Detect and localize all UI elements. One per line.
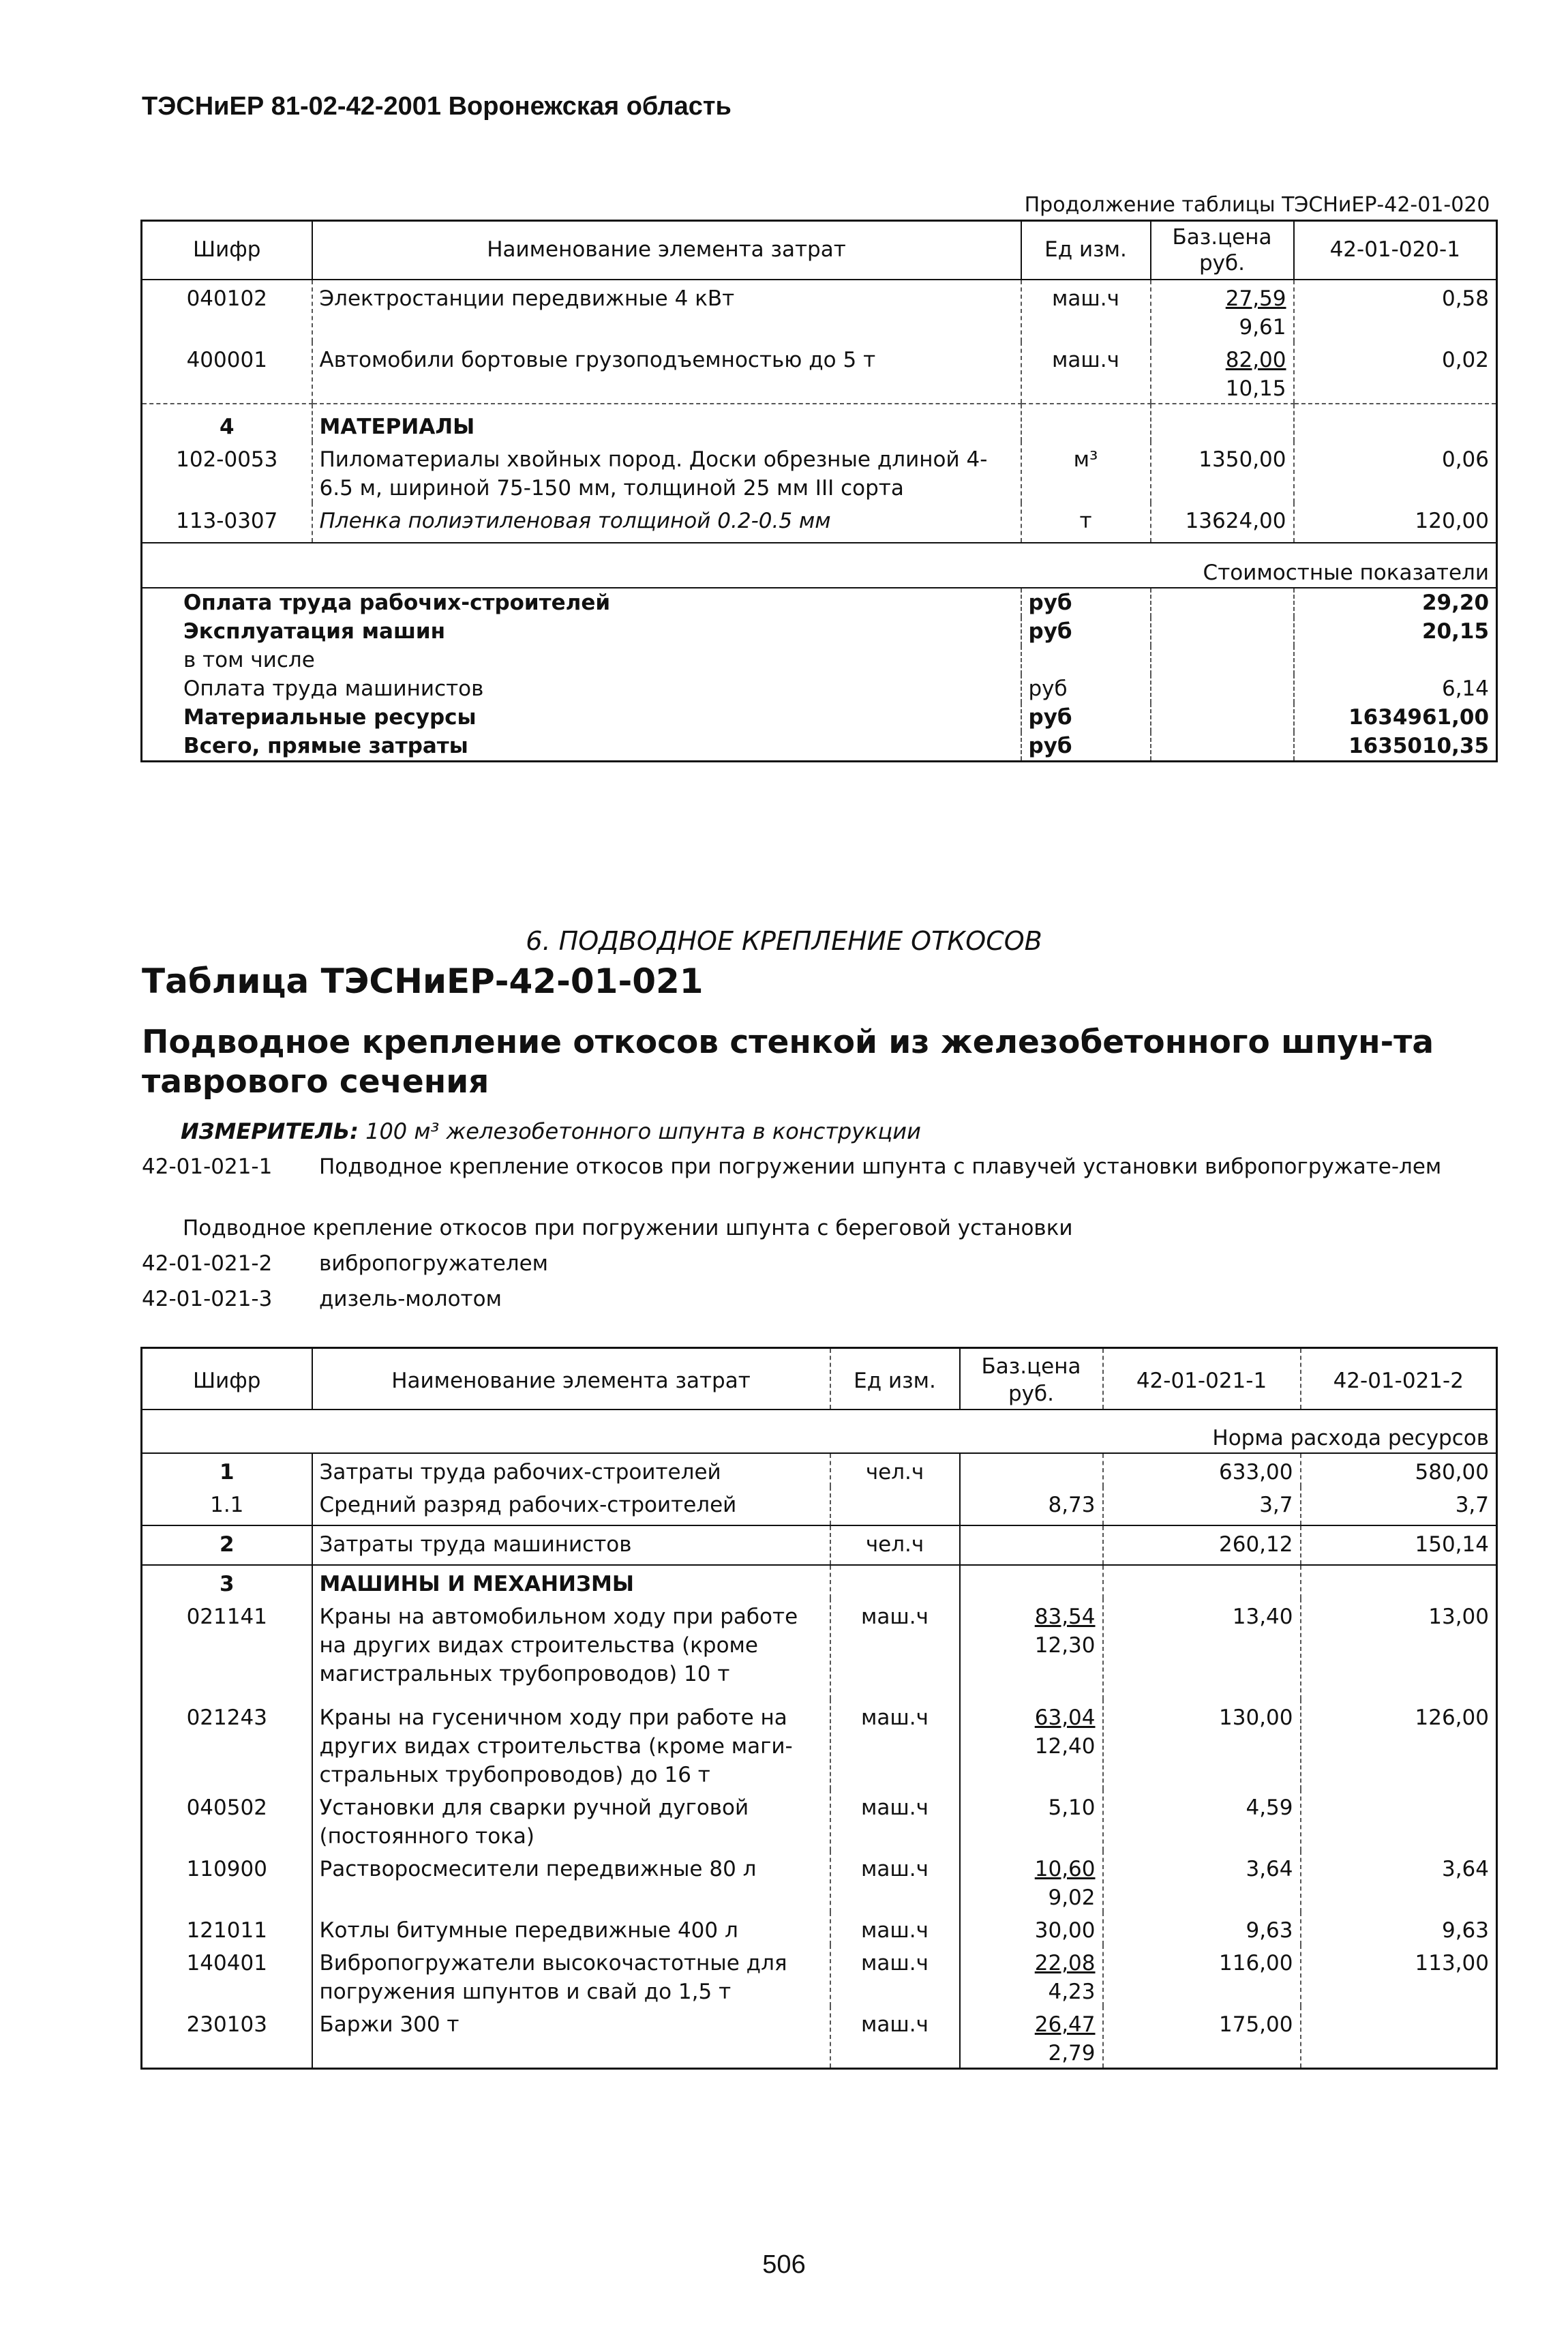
row-value-1: 633,00 xyxy=(1103,1453,1301,1487)
norm-caption-row xyxy=(142,1410,1497,1453)
page-header: ТЭСНиЕР 81-02-42-2001 Воронежская область xyxy=(142,92,732,121)
table-row xyxy=(142,1598,1497,1699)
variants-list xyxy=(142,1152,1498,1315)
row-name: Пленка полиэтиленовая толщиной 0.2-0.5 мм xyxy=(312,503,1021,543)
row-unit: маш.ч xyxy=(830,2006,960,2069)
row-value-1: 3,7 xyxy=(1103,1487,1301,1525)
row-code: 113-0307 xyxy=(142,503,312,543)
price-value: 83,54 xyxy=(1034,1605,1096,1629)
row-name: Затраты труда машинистов xyxy=(312,1525,830,1565)
table-row xyxy=(142,2006,1497,2069)
row-price xyxy=(1151,342,1294,404)
row-value-1: 175,00 xyxy=(1103,2006,1301,2069)
row-code: 110900 xyxy=(142,1851,312,1912)
summary-unit: руб xyxy=(1021,674,1151,703)
table-caption: Продолжение таблицы ТЭСНиЕР-42-01-020 xyxy=(1024,193,1490,217)
header-col2: 42-01-021-2 xyxy=(1301,1348,1497,1410)
row-value-1: 4,59 xyxy=(1103,1789,1301,1851)
row-unit xyxy=(830,1487,960,1525)
table-row xyxy=(142,1699,1497,1789)
row-price xyxy=(960,1851,1103,1912)
summary-unit: руб xyxy=(1021,732,1151,762)
price-secondary: 12,30 xyxy=(1034,1633,1096,1658)
variant-item xyxy=(142,1152,1498,1214)
row-unit: маш.ч xyxy=(830,1598,960,1699)
row-name: Краны на гусеничном ходу при работе на других видах строительства (кроме маги-стральных трубопроводов) до 16 т xyxy=(312,1699,830,1789)
row-name: Вибропогружатели высокочастотные для погружения шпунтов и свай до 1,5 т xyxy=(312,1945,830,2006)
price-value: 26,47 xyxy=(1034,2012,1096,2037)
row-unit: чел.ч xyxy=(830,1453,960,1487)
row-price: 1350,00 xyxy=(1151,441,1294,503)
row-value-1: 3,64 xyxy=(1103,1851,1301,1912)
row-value-1: 9,63 xyxy=(1103,1912,1301,1945)
row-price xyxy=(960,1699,1103,1789)
price-value: 10,60 xyxy=(1034,1857,1096,1881)
summary-caption-row xyxy=(142,543,1497,588)
row-code: 1 xyxy=(142,1453,312,1487)
row-code: 400001 xyxy=(142,342,312,404)
summary-label: Материальные ресурсы xyxy=(142,703,1021,732)
row-unit: маш.ч xyxy=(830,1789,960,1851)
variant-text: дизель-молотом xyxy=(319,1287,502,1311)
summary-value: 20,15 xyxy=(1294,617,1497,646)
summary-unit: руб xyxy=(1021,588,1151,617)
price-secondary: 4,23 xyxy=(1048,1980,1096,2004)
table-row xyxy=(142,1912,1497,1945)
row-value-1: 260,12 xyxy=(1103,1525,1301,1565)
row-value-1: 130,00 xyxy=(1103,1699,1301,1789)
row-value-2: 126,00 xyxy=(1301,1699,1497,1789)
row-value-1: 13,40 xyxy=(1103,1598,1301,1699)
variant-code: 42-01-021-2 xyxy=(142,1251,273,1276)
summary-unit: руб xyxy=(1021,703,1151,732)
table-row xyxy=(142,280,1497,342)
header-name: Наименование элемента затрат xyxy=(312,221,1021,280)
header-col1: 42-01-021-1 xyxy=(1103,1348,1301,1410)
summary-unit: руб xyxy=(1021,617,1151,646)
row-value-2: 3,64 xyxy=(1301,1851,1497,1912)
row-code: 040102 xyxy=(142,280,312,342)
price-value: 22,08 xyxy=(1034,1951,1096,1975)
page-number: 506 xyxy=(762,2250,806,2279)
section-heading: 6. ПОДВОДНОЕ КРЕПЛЕНИЕ ОТКОСОВ xyxy=(526,926,1042,956)
variant-item xyxy=(142,1285,1498,1315)
row-code: 021141 xyxy=(142,1598,312,1699)
norm-caption: Норма расхода ресурсов xyxy=(142,1410,1497,1453)
row-price: 8,73 xyxy=(960,1487,1103,1525)
price-value: 27,59 xyxy=(1225,286,1286,311)
variant-code: 42-01-021-3 xyxy=(142,1287,273,1311)
row-name: Котлы битумные передвижные 400 л xyxy=(312,1912,830,1945)
row-price xyxy=(960,1598,1103,1699)
price-secondary: 10,15 xyxy=(1225,376,1286,401)
group-code: 3 xyxy=(142,1565,312,1598)
row-price xyxy=(960,1453,1103,1487)
variant-item xyxy=(142,1249,1498,1279)
summary-label: Эксплуатация машин xyxy=(142,617,1021,646)
variant-group-text: Подводное крепление откосов при погружении шпунта с береговой установки xyxy=(183,1216,1073,1240)
meter-label: ИЗМЕРИТЕЛЬ: xyxy=(181,1118,359,1144)
summary-row xyxy=(142,674,1497,703)
header-price: Баз.цена руб. xyxy=(960,1348,1103,1410)
row-name: Автомобили бортовые грузоподъемностью до 5 т xyxy=(312,342,1021,404)
row-value-1: 120,00 xyxy=(1294,503,1497,543)
meter-text: 100 м³ железобетонного шпунта в конструкции xyxy=(365,1118,921,1144)
table-row xyxy=(142,1525,1497,1565)
row-unit: т xyxy=(1021,503,1151,543)
row-code: 1.1 xyxy=(142,1487,312,1525)
row-value-2: 580,00 xyxy=(1301,1453,1497,1487)
variant-code: 42-01-021-1 xyxy=(142,1154,273,1179)
table-header-row xyxy=(142,221,1497,280)
summary-label: Всего, прямые затраты xyxy=(142,732,1021,762)
summary-value: 1634961,00 xyxy=(1294,703,1497,732)
row-unit: маш.ч xyxy=(830,1945,960,2006)
row-value-1: 0,02 xyxy=(1294,342,1497,404)
row-price xyxy=(1151,280,1294,342)
row-price xyxy=(960,2006,1103,2069)
row-unit: маш.ч xyxy=(830,1699,960,1789)
row-unit: маш.ч xyxy=(1021,342,1151,404)
resource-table xyxy=(140,1347,1498,2070)
row-code: 040502 xyxy=(142,1789,312,1851)
price-secondary: 2,79 xyxy=(1048,2041,1096,2066)
table-title: Таблица ТЭСНиЕР-42-01-021 xyxy=(142,961,704,1001)
row-code: 230103 xyxy=(142,2006,312,2069)
row-price xyxy=(960,1945,1103,2006)
table-row xyxy=(142,441,1497,503)
summary-row xyxy=(142,617,1497,646)
row-name: Пиломатериалы хвойных пород. Доски обрезные длиной 4-6.5 м, шириной 75-150 мм, толщиной 25 мм III сорта xyxy=(312,441,1021,503)
price-secondary: 9,02 xyxy=(1048,1885,1096,1910)
summary-value: 29,20 xyxy=(1294,588,1497,617)
group-row xyxy=(142,1565,1497,1598)
price-secondary: 9,61 xyxy=(1239,315,1286,340)
row-code: 102-0053 xyxy=(142,441,312,503)
summary-caption: Стоимостные показатели xyxy=(142,543,1497,588)
table-subtitle: Подводное крепление откосов стенкой из железобетонного шпун-та таврового сечения xyxy=(142,1024,1434,1101)
summary-row xyxy=(142,732,1497,762)
variant-group xyxy=(142,1214,1498,1244)
price-value: 63,04 xyxy=(1034,1705,1096,1730)
row-value-1: 116,00 xyxy=(1103,1945,1301,2006)
summary-row xyxy=(142,588,1497,617)
row-name: Растворосмесители передвижные 80 л xyxy=(312,1851,830,1912)
price-value: 82,00 xyxy=(1225,348,1286,372)
summary-row xyxy=(142,646,1497,674)
row-value-2 xyxy=(1301,1789,1497,1851)
price-secondary: 12,40 xyxy=(1034,1734,1096,1759)
variant-text: вибропогружателем xyxy=(319,1251,549,1276)
header-price: Баз.цена руб. xyxy=(1151,221,1294,280)
header-code: Шифр xyxy=(142,221,312,280)
header-unit: Ед изм. xyxy=(1021,221,1151,280)
row-code: 021243 xyxy=(142,1699,312,1789)
summary-label: Оплата труда машинистов xyxy=(142,674,1021,703)
row-price: 5,10 xyxy=(960,1789,1103,1851)
summary-value: 6,14 xyxy=(1294,674,1497,703)
group-name: МАТЕРИАЛЫ xyxy=(312,404,1021,441)
row-value-2 xyxy=(1301,2006,1497,2069)
row-price: 13624,00 xyxy=(1151,503,1294,543)
header-col1: 42-01-020-1 xyxy=(1294,221,1497,280)
meter-line xyxy=(181,1118,921,1144)
summary-label: в том числе xyxy=(142,646,1021,674)
row-unit: чел.ч xyxy=(830,1525,960,1565)
row-unit: маш.ч xyxy=(1021,280,1151,342)
group-row xyxy=(142,404,1497,441)
table-row xyxy=(142,1487,1497,1525)
row-name: Затраты труда рабочих-строителей xyxy=(312,1453,830,1487)
summary-label: Оплата труда рабочих-строителей xyxy=(142,588,1021,617)
variant-text: Подводное крепление откосов при погружении шпунта с плавучей установки вибропогружате-лем xyxy=(319,1154,1442,1179)
row-value-2: 150,14 xyxy=(1301,1525,1497,1565)
group-name: МАШИНЫ И МЕХАНИЗМЫ xyxy=(312,1565,830,1598)
table-caption-row xyxy=(142,191,1497,221)
table-row xyxy=(142,1453,1497,1487)
row-unit: маш.ч xyxy=(830,1851,960,1912)
table-row xyxy=(142,1945,1497,2006)
header-name: Наименование элемента затрат xyxy=(312,1348,830,1410)
summary-value: 1635010,35 xyxy=(1294,732,1497,762)
row-name: Электростанции передвижные 4 кВт xyxy=(312,280,1021,342)
header-code: Шифр xyxy=(142,1348,312,1410)
row-unit: м³ xyxy=(1021,441,1151,503)
row-unit: маш.ч xyxy=(830,1912,960,1945)
row-code: 121011 xyxy=(142,1912,312,1945)
row-value-2: 3,7 xyxy=(1301,1487,1497,1525)
row-code: 2 xyxy=(142,1525,312,1565)
table-row xyxy=(142,1851,1497,1912)
summary-row xyxy=(142,703,1497,732)
row-value-2: 13,00 xyxy=(1301,1598,1497,1699)
row-value-2: 9,63 xyxy=(1301,1912,1497,1945)
row-name: Установки для сварки ручной дуговой (постоянного тока) xyxy=(312,1789,830,1851)
group-code: 4 xyxy=(142,404,312,441)
row-price xyxy=(960,1525,1103,1565)
continuation-table xyxy=(140,191,1498,762)
table-row xyxy=(142,503,1497,543)
row-value-1: 0,06 xyxy=(1294,441,1497,503)
row-name: Краны на автомобильном ходу при работе на других видах строительства (кроме магистральных трубопроводов) 10 т xyxy=(312,1598,830,1699)
row-code: 140401 xyxy=(142,1945,312,2006)
table-header-row xyxy=(142,1348,1497,1410)
row-name: Баржи 300 т xyxy=(312,2006,830,2069)
header-unit: Ед изм. xyxy=(830,1348,960,1410)
table-row xyxy=(142,342,1497,404)
table-row xyxy=(142,1789,1497,1851)
row-value-2: 113,00 xyxy=(1301,1945,1497,2006)
row-price: 30,00 xyxy=(960,1912,1103,1945)
row-value-1: 0,58 xyxy=(1294,280,1497,342)
row-name: Средний разряд рабочих-строителей xyxy=(312,1487,830,1525)
